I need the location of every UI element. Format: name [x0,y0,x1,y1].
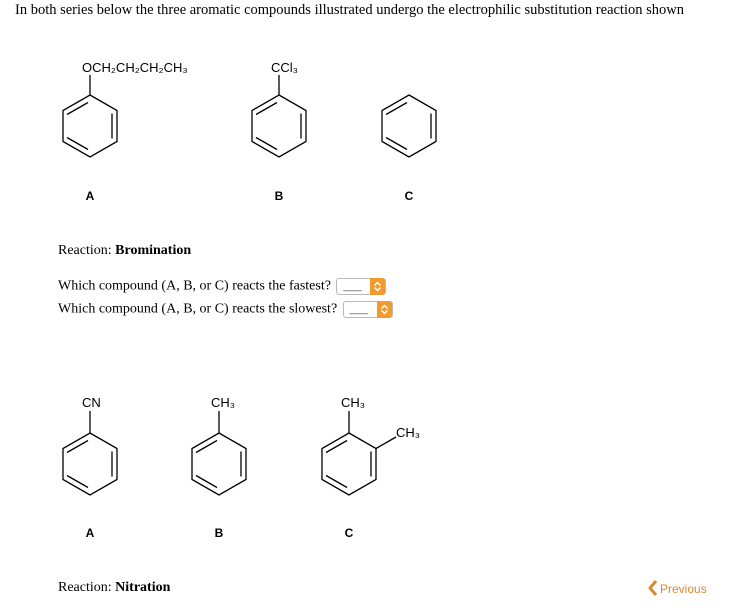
select-arrows-icon[interactable] [370,278,385,295]
substituent-1b: CCl₃ [271,60,298,75]
question-fastest-text: Which compound (A, B, or C) reacts the fastest? [58,278,331,294]
question-slowest-text: Which compound (A, B, or C) reacts the slowest? [58,301,338,317]
compound-label-2c: C [344,526,354,540]
benzene-ring-1b [252,75,306,157]
slowest-answer-select[interactable] [343,301,393,318]
previous-button[interactable] [648,579,718,599]
benzene-ring-2b [192,411,246,495]
previous-label: Previous [660,582,707,596]
compound-label-2b: B [214,526,224,540]
reaction-nitration [58,580,170,596]
instructions-text: In both series below the three aromatic compounds illustrated undergo the electrophilic substitution reaction shown [15,2,684,18]
compound-label-2a: A [85,526,95,540]
chevron-left-icon [648,580,658,596]
substituent-2a: CN [82,395,101,410]
compound-label-1b: B [274,189,284,203]
reaction-prefix: Reaction: [58,243,116,258]
compound-label-1c: C [404,189,414,203]
fastest-answer-select[interactable] [336,278,386,295]
question-slowest [58,301,393,318]
benzene-ring-1c [382,95,436,157]
reaction-name: Bromination [115,243,192,258]
substituent-2c-top: CH₃ [341,395,366,410]
reaction-prefix: Reaction: [58,580,116,595]
question-fastest [58,278,386,295]
reaction-bromination [58,243,191,259]
reaction-name: Nitration [115,580,171,595]
fastest-select-value: ___ [343,280,362,292]
substituent-2c-side: CH₃ [396,425,421,440]
compound-label-1a: A [85,189,95,203]
benzene-ring-1a [63,75,117,157]
substituent-2b: CH₃ [211,395,236,410]
substituent-1a: OCH₂CH₂CH₂CH₃ [82,60,188,75]
benzene-ring-2a [63,411,117,495]
slowest-select-value: ___ [349,303,369,315]
benzene-ring-2c [322,411,396,495]
select-arrows-icon[interactable] [377,301,392,318]
